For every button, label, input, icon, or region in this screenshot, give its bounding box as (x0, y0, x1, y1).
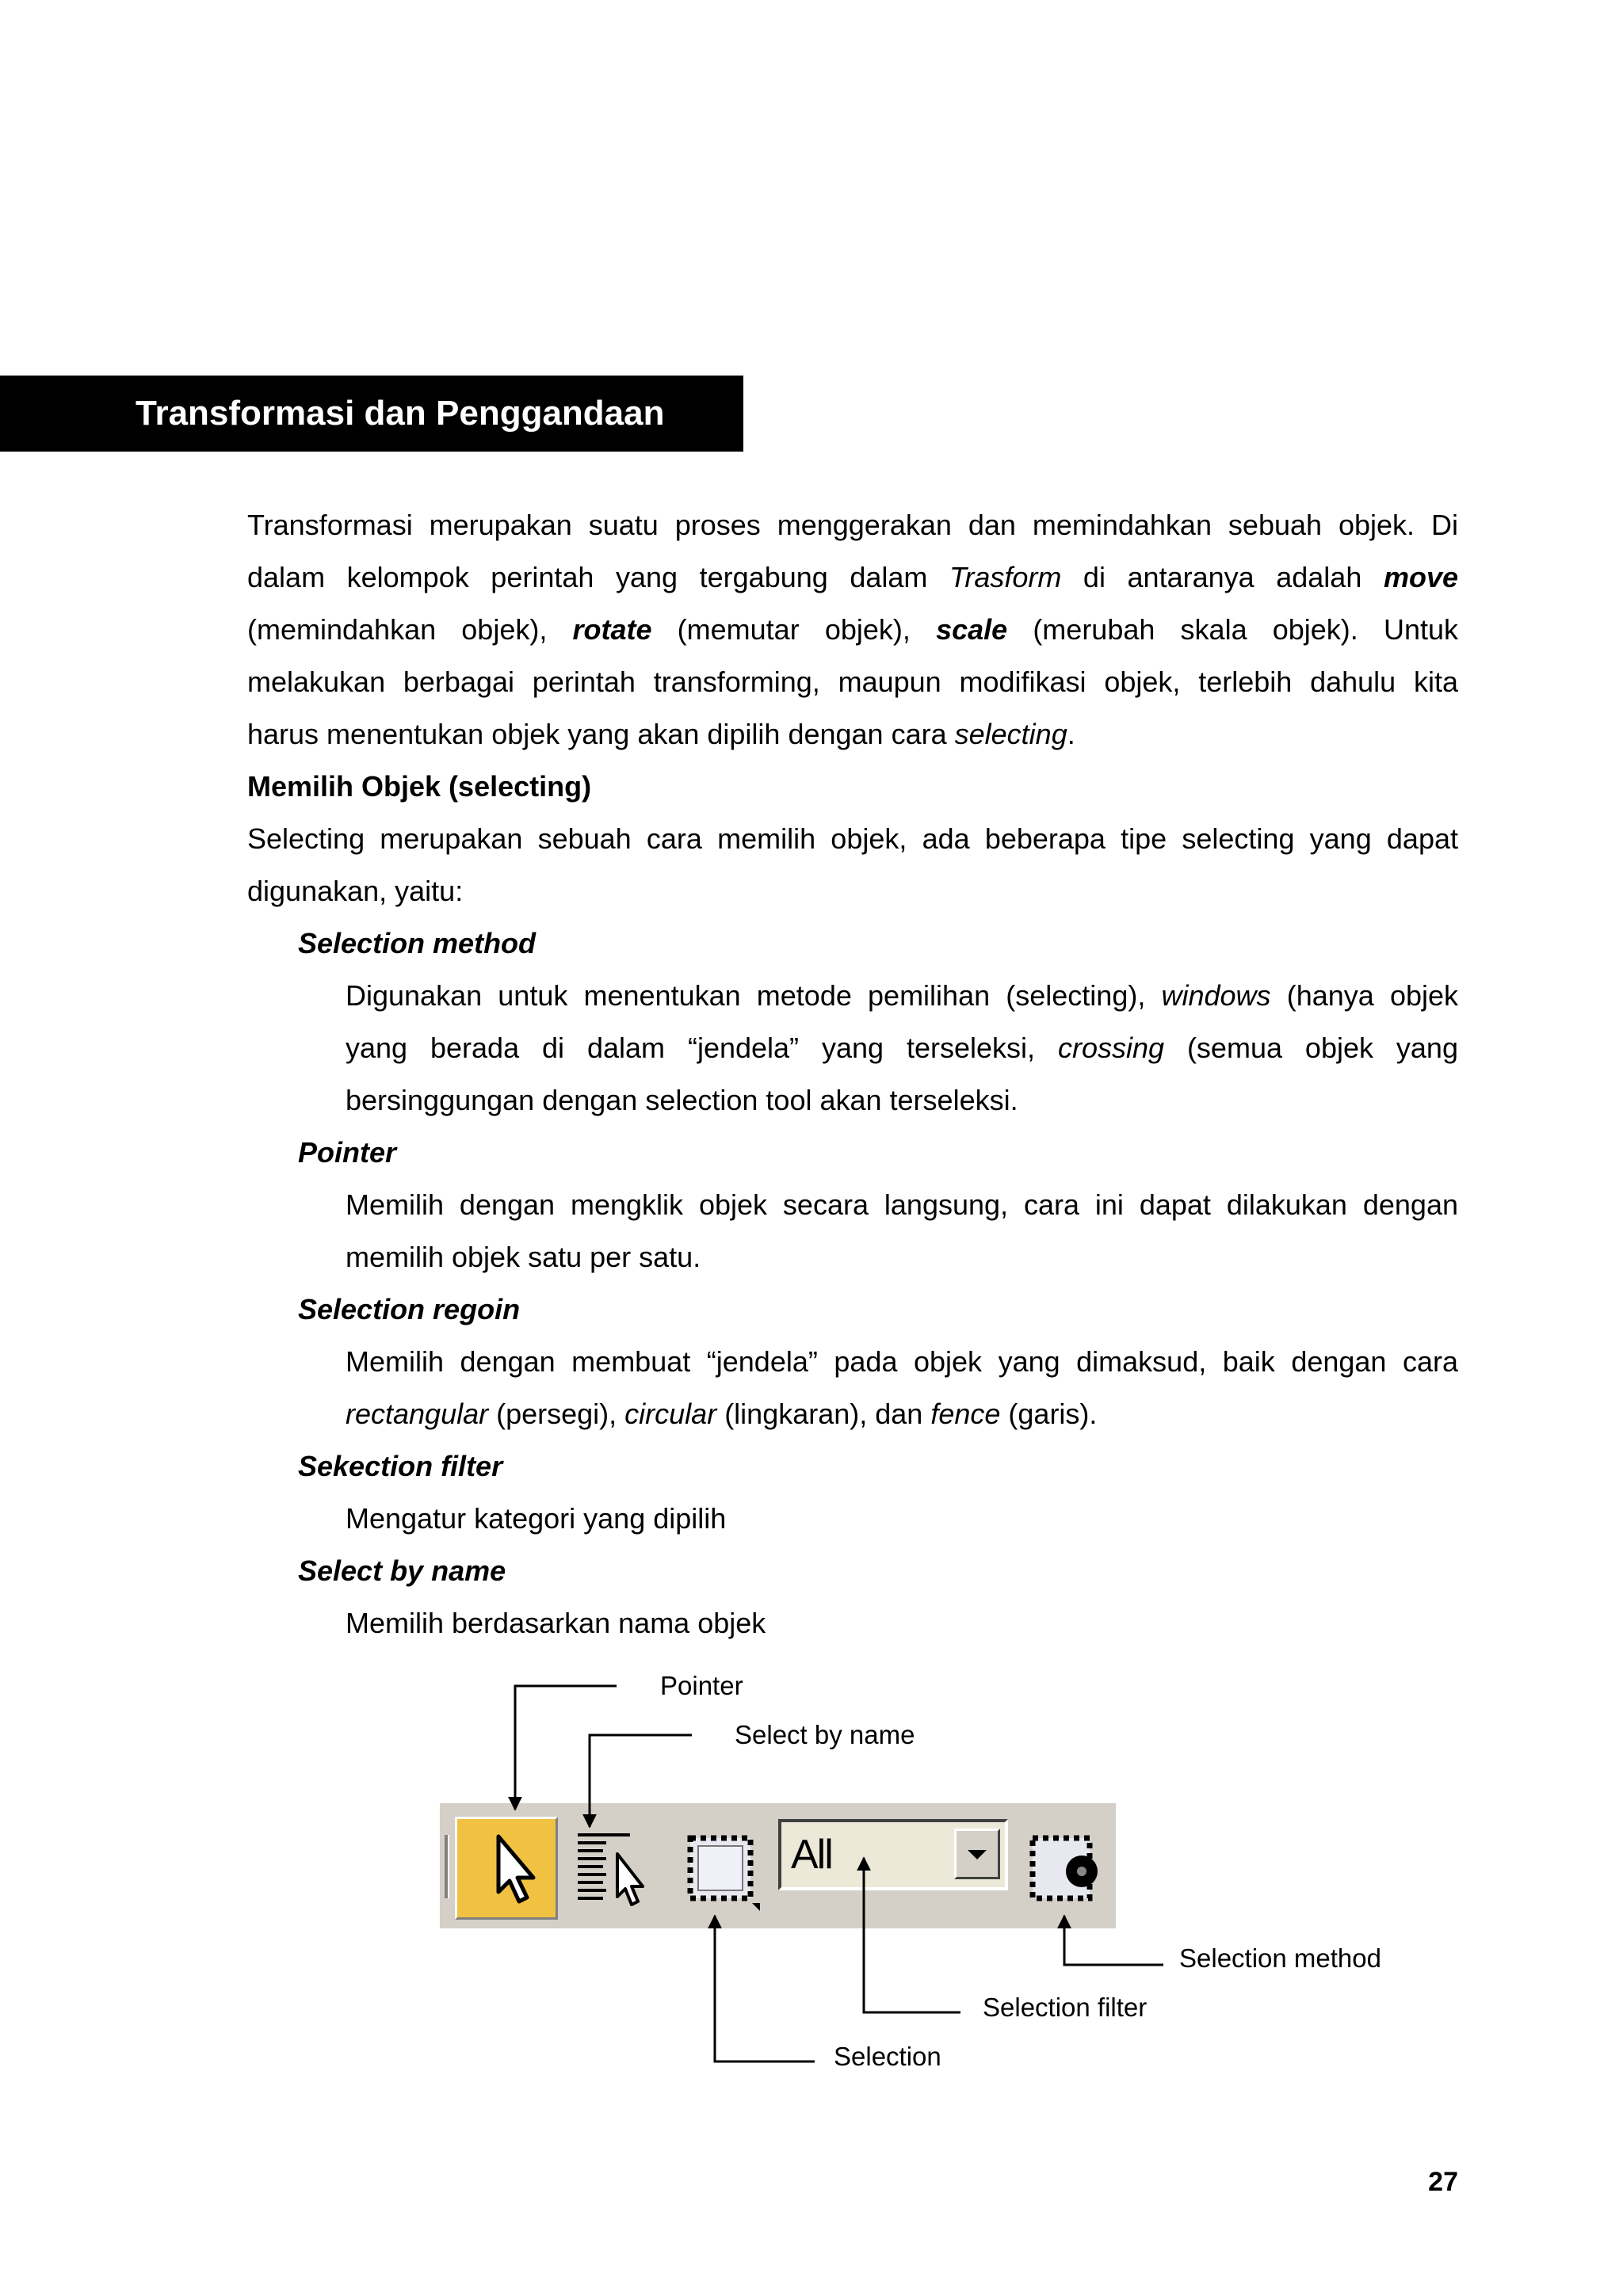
label-selection-filter: Selection filter (983, 1993, 1148, 2022)
pointer-callout-line (515, 1686, 617, 1810)
byname-line-1: Memilih berdasarkan nama objek (346, 1607, 766, 1639)
chevron-down-icon (957, 1831, 998, 1877)
item-title-select-by-name: Select by name (298, 1554, 506, 1587)
section-title: Transformasi dan Penggandaan (0, 376, 743, 452)
intro-line-3: (memindahkan objek), rotate (memutar objek), scale (merubah skala objek). Untuk (247, 613, 1458, 646)
selection-toolbar (440, 1803, 1116, 1928)
filter-line-1: Mengatur kategori yang dipilih (346, 1502, 727, 1535)
method-line-1: Digunakan untuk menentukan metode pemilihan (selecting), windows (hanya objek (346, 979, 1459, 1012)
pointer-button[interactable] (455, 1817, 558, 1920)
selection-filter-dropdown[interactable] (778, 1819, 1008, 1890)
pointer-line-1: Memilih dengan mengklik objek secara langsung, cara ini dapat dilakukan dengan (346, 1188, 1458, 1221)
select-by-name-icon (575, 1827, 654, 1914)
selection-region-button[interactable] (682, 1827, 762, 1914)
intro-line-1: Transformasi merupakan suatu proses menggerakan dan memindahkan sebuah objek. Di (247, 509, 1458, 541)
intro-line-4: melakukan berbagai perintah transforming, maupun modifikasi objek, terlebih dahulu kita (247, 666, 1458, 698)
subsection-heading: Memilih Objek (selecting) (247, 770, 592, 803)
selection-region-icon (682, 1827, 762, 1914)
pointer-arrow-icon (457, 1819, 556, 1917)
item-title-pointer: Pointer (298, 1136, 397, 1169)
method-line-3: bersinggungan dengan selection tool akan terseleksi. (346, 1084, 1018, 1116)
region-line-2: rectangular (persegi), circular (lingkaran), dan fence (garis). (346, 1398, 1098, 1430)
label-select-by-name: Select by name (735, 1720, 915, 1749)
item-title-selection-region: Selection regoin (298, 1293, 521, 1325)
pointer-line-2: memilih objek satu per satu. (346, 1241, 701, 1273)
selection-method-icon (1026, 1827, 1106, 1914)
page-number: 27 (1428, 2167, 1458, 2197)
label-selection: Selection (834, 2042, 941, 2071)
region-line-1: Memilih dengan membuat “jendela” pada objek yang dimaksud, baik dengan cara (346, 1345, 1458, 1378)
toolbar-grip[interactable] (445, 1835, 449, 1898)
dropdown-button[interactable] (954, 1829, 1000, 1879)
selection-filter-value: All (791, 1832, 832, 1878)
intro-line-2: dalam kelompok perintah yang tergabung dalam Trasform di antaranya adalah move (247, 561, 1458, 593)
intro-line-5: harus menentukan objek yang akan dipilih dengan cara selecting. (247, 718, 1075, 750)
label-selection-method: Selection method (1179, 1943, 1381, 1973)
selecting-line-2: digunakan, yaitu: (247, 875, 464, 907)
item-title-selection-method: Selection method (298, 927, 537, 959)
item-title-selection-filter: Sekection filter (298, 1450, 503, 1482)
select-by-name-button[interactable] (575, 1827, 654, 1914)
selecting-line-1: Selecting merupakan sebuah cara memilih objek, ada beberapa tipe selecting yang dapat (247, 822, 1458, 855)
label-pointer: Pointer (660, 1671, 743, 1700)
method-line-2: yang berada di dalam “jendela” yang terseleksi, crossing (semua objek yang (346, 1032, 1458, 1064)
selection-method-button[interactable] (1026, 1827, 1106, 1914)
selection-callout-line (715, 1916, 815, 2061)
